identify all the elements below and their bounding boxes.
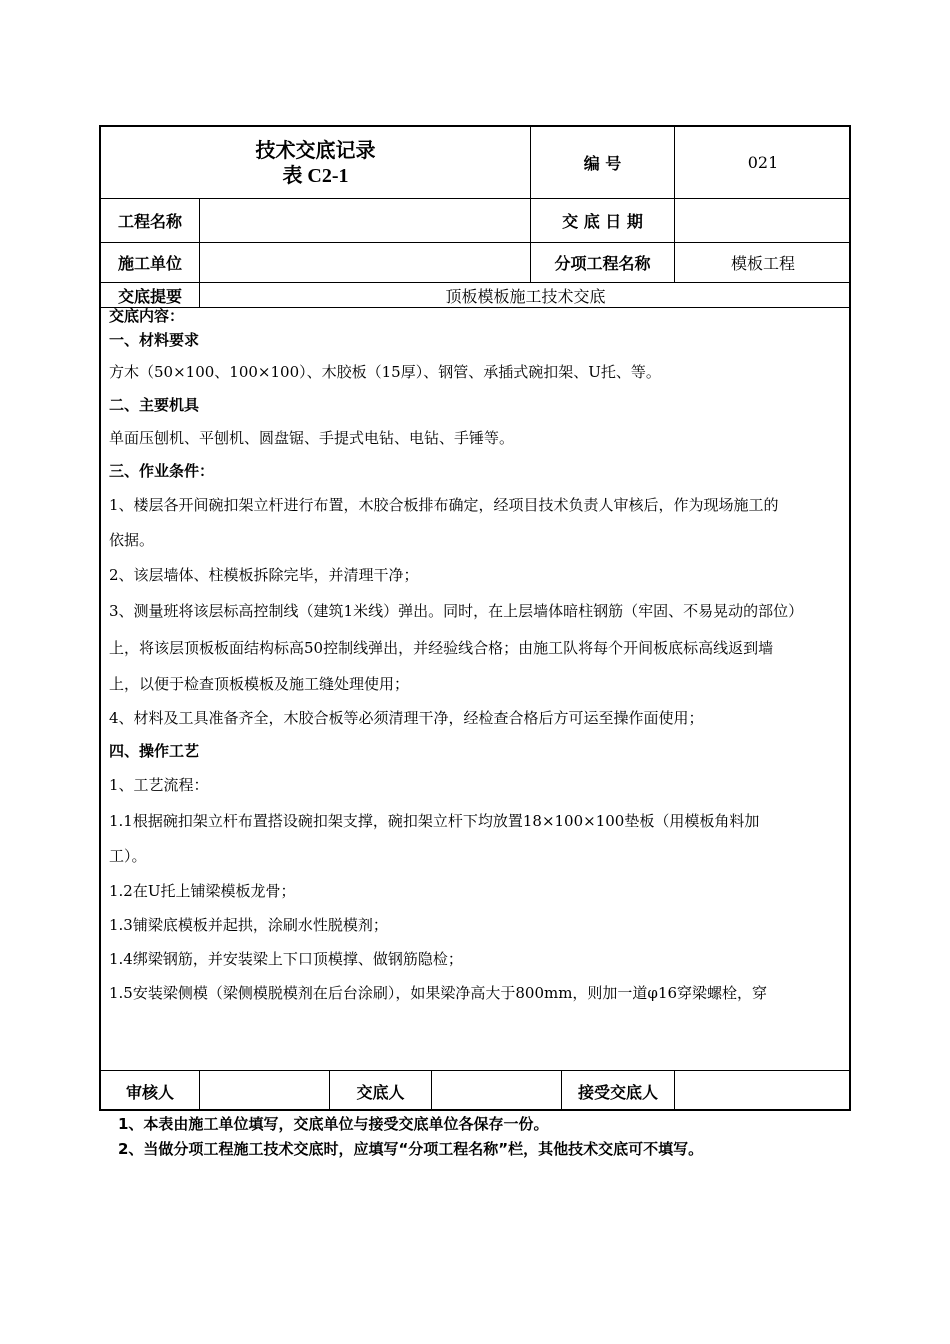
construction-unit-label: 施工单位 — [117, 254, 182, 273]
date-field[interactable] — [675, 199, 851, 242]
section-heading: 一、材料要求 — [109, 331, 200, 349]
note-line: 1、本表由施工单位填写，交底单位与接受交底单位各保存一份。 — [118, 1115, 549, 1133]
content-line: 1.2在U托上铺梁模板龙骨； — [109, 882, 296, 900]
form-title-main: 技术交底记录 — [255, 137, 376, 162]
date-label: 交 底 日 期 — [562, 212, 643, 231]
project-name-label: 工程名称 — [117, 212, 182, 231]
disclosure-form-table — [99, 125, 851, 1111]
summary-label: 交底提要 — [117, 286, 182, 306]
summary-value[interactable]: 顶板模板施工技术交底 — [445, 286, 606, 306]
content-line: 1.4绑梁钢筋，并安装梁上下口顶模撑、做钢筋隐检； — [109, 950, 463, 968]
discloser-field[interactable] — [432, 1071, 561, 1111]
content-line: 方木（50×100、100×100）、木胶板（15厚）、钢管、承插式碗扣架、U托、等。 — [109, 363, 661, 381]
number-value: 021 — [747, 153, 779, 172]
content-line: 1、楼层各开间碗扣架立杆进行布置，木胶合板排布确定，经项目技术负责人审核后，作为现场施工的 — [109, 496, 779, 514]
number-label: 编 号 — [583, 154, 622, 173]
content-line: 1、工艺流程： — [109, 776, 209, 794]
content-line: 1.5安装梁侧模（梁侧模脱模剂在后台涂刷），如果梁净高大于800mm，则加一道φ16穿梁螺栓，穿 — [109, 984, 768, 1002]
content-line: 依据。 — [109, 531, 155, 549]
receiver-label: 接受交底人 — [577, 1082, 658, 1102]
discloser-label: 交底人 — [356, 1082, 405, 1102]
content-line: 上，将该层顶板板面结构标高50控制线弹出，并经验线合格；由施工队将每个开间板底标高线返到墙 — [109, 639, 774, 657]
note-line: 2、当做分项工程施工技术交底时，应填写“分项工程名称”栏，其他技术交底可不填写。 — [118, 1140, 704, 1158]
section-heading: 交底内容： — [109, 307, 185, 325]
section-heading: 三、作业条件： — [109, 462, 215, 480]
content-line: 4、材料及工具准备齐全，木胶合板等必须清理干净，经检查合格后方可运至操作面使用； — [109, 709, 704, 727]
project-name-field[interactable] — [200, 199, 530, 242]
sub-project-label: 分项工程名称 — [554, 254, 651, 273]
reviewer-field[interactable] — [200, 1071, 329, 1111]
content-line: 1.3铺梁底模板并起拱，涂刷水性脱模剂； — [109, 916, 388, 934]
sub-project-value[interactable]: 模板工程 — [730, 254, 795, 273]
content-line: 3、测量班将该层标高控制线（建筑1米线）弹出。同时，在上层墙体暗柱钢筋（牢固、不易晃动的部位） — [109, 602, 804, 620]
disclosure-content — [109, 307, 841, 1010]
section-heading: 四、操作工艺 — [109, 742, 200, 760]
content-line: 1.1根据碗扣架立杆布置搭设碗扣架支撑，碗扣架立杆下均放置18×100×100垫板（用模板角料加 — [109, 812, 760, 830]
content-line: 上，以便于检查顶板模板及施工缝处理使用； — [109, 675, 410, 693]
form-notes — [118, 1112, 703, 1162]
receiver-field[interactable] — [675, 1071, 851, 1111]
construction-unit-field[interactable] — [200, 243, 530, 282]
content-line: 2、该层墙体、柱模板拆除完毕，并清理干净； — [109, 566, 419, 584]
reviewer-label: 审核人 — [125, 1082, 174, 1102]
section-heading: 二、主要机具 — [109, 396, 200, 414]
form-title — [101, 127, 530, 198]
content-line: 工）。 — [109, 847, 147, 865]
content-line: 单面压刨机、平刨机、圆盘锯、手提式电钻、电钻、手锤等。 — [109, 429, 515, 447]
form-code: 表 C2-1 — [282, 164, 349, 187]
